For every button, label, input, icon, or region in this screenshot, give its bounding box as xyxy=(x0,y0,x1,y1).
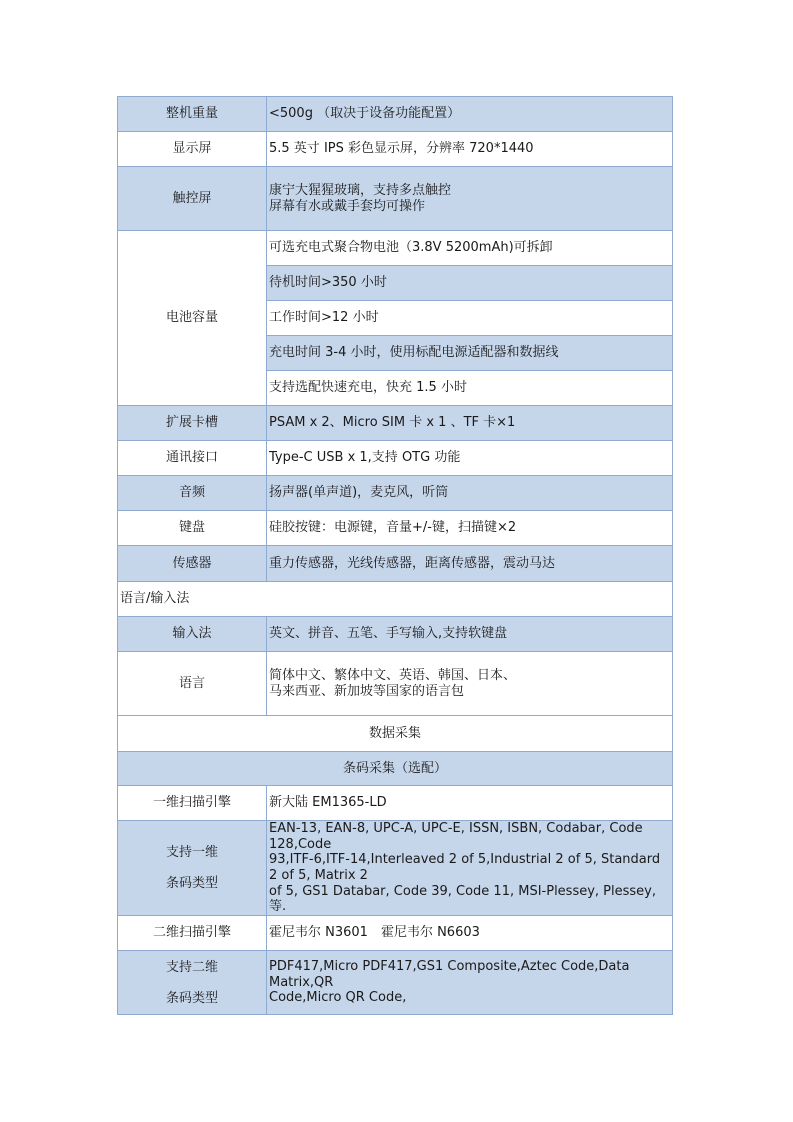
spec-key: 语言 xyxy=(118,652,267,716)
section-data-title: 数据采集 xyxy=(118,716,673,752)
spec-value-line: 马来西亚、新加坡等国家的语言包 xyxy=(269,683,465,699)
spec-row-audio xyxy=(118,476,673,511)
section-language-title: 语言/输入法 xyxy=(118,582,673,617)
spec-value-line: PDF417,Micro PDF417,GS1 Composite,Aztec Code,Data Matrix,QR xyxy=(269,959,630,990)
spec-value-line: EAN-13, EAN-8, UPC-A, UPC-E, ISSN, ISBN, Codabar, Code 128,Code xyxy=(269,821,643,852)
spec-key: 传感器 xyxy=(118,546,267,582)
spec-row-touch xyxy=(118,167,673,231)
spec-value: 可选充电式聚合物电池（3.8V 5200mAh)可拆卸 xyxy=(267,231,673,266)
spec-value xyxy=(267,652,673,716)
section-barcode-row xyxy=(118,752,673,786)
spec-key: 通讯接口 xyxy=(118,441,267,476)
spec-row-types-1d xyxy=(118,821,673,916)
spec-row-sensor xyxy=(118,546,673,582)
spec-row-language xyxy=(118,652,673,716)
spec-row-engine-1d xyxy=(118,786,673,821)
spec-value: 5.5 英寸 IPS 彩色显示屏，分辨率 720*1440 xyxy=(267,132,673,167)
spec-table xyxy=(117,96,673,1015)
spec-key: 键盘 xyxy=(118,511,267,546)
spec-row-display xyxy=(118,132,673,167)
spec-value: PSAM x 2、Micro SIM 卡 x 1 、TF 卡×1 xyxy=(267,406,673,441)
spec-value-line: 93,ITF-6,ITF-14,Interleaved 2 of 5,Industrial 2 of 5, Standard 2 of 5, Matrix 2 xyxy=(269,852,661,883)
spec-value-line: Code,Micro QR Code, xyxy=(269,990,407,1006)
spec-key xyxy=(118,951,267,1015)
spec-value-line: 简体中文、繁体中文、英语、韩国、日本、 xyxy=(269,667,517,683)
spec-row-engine-2d xyxy=(118,916,673,951)
spec-value xyxy=(267,951,673,1015)
spec-value: 工作时间>12 小时 xyxy=(267,301,673,336)
spec-row-types-2d xyxy=(118,951,673,1015)
spec-row-weight xyxy=(118,97,673,132)
spec-key-line: 条码类型 xyxy=(165,876,218,891)
spec-key: 扩展卡槽 xyxy=(118,406,267,441)
spec-key xyxy=(118,821,267,916)
spec-value: 新大陆 EM1365-LD xyxy=(267,786,673,821)
spec-key: 显示屏 xyxy=(118,132,267,167)
section-data-row xyxy=(118,716,673,752)
spec-value xyxy=(267,167,673,231)
spec-row-input-method xyxy=(118,617,673,652)
spec-value-line: of 5, GS1 Databar, Code 39, Code 11, MSI-Plessey, Plessey,等. xyxy=(269,883,656,915)
spec-value-line: 康宁大猩猩玻璃，支持多点触控 xyxy=(269,182,452,198)
spec-row-battery xyxy=(118,231,673,266)
spec-key-line: 支持一维 xyxy=(165,845,218,860)
spec-value: 待机时间>350 小时 xyxy=(267,266,673,301)
spec-row-slots xyxy=(118,406,673,441)
spec-key-line: 支持二维 xyxy=(165,959,218,975)
spec-value: 硅胶按键：电源键，音量+/-键，扫描键×2 xyxy=(267,511,673,546)
spec-value: 支持选配快速充电，快充 1.5 小时 xyxy=(267,371,673,406)
section-language-row xyxy=(118,582,673,617)
spec-value: 扬声器(单声道)，麦克风，听筒 xyxy=(267,476,673,511)
spec-value: 重力传感器，光线传感器，距离传感器，震动马达 xyxy=(267,546,673,582)
spec-key-line: 条码类型 xyxy=(165,990,218,1006)
spec-row-keyboard xyxy=(118,511,673,546)
spec-value: 充电时间 3-4 小时，使用标配电源适配器和数据线 xyxy=(267,336,673,371)
spec-value: 英文、拼音、五笔、手写输入,支持软键盘 xyxy=(267,617,673,652)
spec-row-interface xyxy=(118,441,673,476)
spec-key: 触控屏 xyxy=(118,167,267,231)
spec-value: Type-C USB x 1,支持 OTG 功能 xyxy=(267,441,673,476)
spec-key: 电池容量 xyxy=(118,231,267,406)
spec-value: <500g （取决于设备功能配置） xyxy=(267,97,673,132)
spec-value-line: 屏幕有水或戴手套均可操作 xyxy=(269,198,426,214)
section-barcode-title: 条码采集（选配） xyxy=(118,752,673,786)
spec-value xyxy=(267,821,673,916)
spec-key: 一维扫描引擎 xyxy=(118,786,267,821)
spec-value: 霍尼韦尔 N3601 霍尼韦尔 N6603 xyxy=(267,916,673,951)
spec-key: 音频 xyxy=(118,476,267,511)
spec-key: 二维扫描引擎 xyxy=(118,916,267,951)
spec-key: 输入法 xyxy=(118,617,267,652)
spec-key: 整机重量 xyxy=(118,97,267,132)
